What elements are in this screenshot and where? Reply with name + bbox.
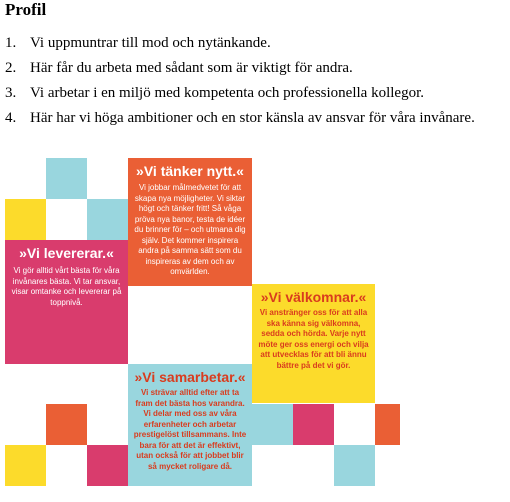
list-number: 1. <box>5 35 17 51</box>
card-body: Vi gör alltid vårt bästa för våra invånares bästa. Vi tar ansvar, visar omtanke och levererar på toppnivå. <box>11 266 122 307</box>
page-heading: Profil <box>5 0 47 19</box>
decor-square-cyan <box>334 445 375 486</box>
list-text: Vi arbetar i en miljö med kompetenta och professionella kollegor. <box>30 85 424 101</box>
value-card-think-new <box>128 158 252 286</box>
card-body: Vi strävar alltid efter att ta fram det bästa hos varandra. Vi delar med oss av våra erfarenheter och arbetar prestigelöst tillsammans. Inte bara för att det är effektivt, utan också för att jobbet blir så mycket roligare då. <box>133 388 247 471</box>
decor-square-orange <box>375 404 400 445</box>
list-number: 4. <box>5 110 17 126</box>
value-card-welcome <box>252 284 375 403</box>
list-text: Vi uppmuntrar till mod och nytänkande. <box>30 35 271 51</box>
list-text: Här har vi höga ambitioner och en stor känsla av ansvar för våra invånare. <box>30 110 475 126</box>
card-title: »Vi samarbetar.« <box>134 369 246 385</box>
decor-square-pink <box>87 445 128 486</box>
card-body: Vi jobbar målmedvetet för att skapa nya möjligheter. Vi siktar högt och tänker fritt! Så våga pröva nya banor, testa de idéer du brinner för – och utmana dig själv. Det kommer inspirera andra på samma sätt som du inspireras av dem och av omvärlden. <box>134 183 246 276</box>
decor-square-orange <box>46 404 87 445</box>
card-title: »Vi välkomnar.« <box>260 289 367 305</box>
list-number: 2. <box>5 60 17 76</box>
card-title: »Vi levererar.« <box>19 245 114 261</box>
decor-square-cyan <box>46 158 87 199</box>
decor-square-pink <box>293 404 334 445</box>
card-body: Vi anstränger oss för att alla ska känna sig välkomna, sedda och hörda. Varje nytt möte ger oss energi och vilja att utvecklas för att bli ännu bättre på det vi gör. <box>258 308 369 370</box>
card-title: »Vi tänker nytt.« <box>136 163 244 179</box>
list-number: 3. <box>5 85 17 101</box>
decor-square-yellow <box>5 199 46 240</box>
decor-square-cyan <box>87 199 128 240</box>
value-card-collaborate <box>128 364 252 486</box>
value-card-deliver <box>5 240 128 364</box>
list-text: Här får du arbeta med sådant som är viktigt för andra. <box>30 60 353 76</box>
decor-square-yellow <box>5 445 46 486</box>
decor-square-cyan <box>252 404 293 445</box>
